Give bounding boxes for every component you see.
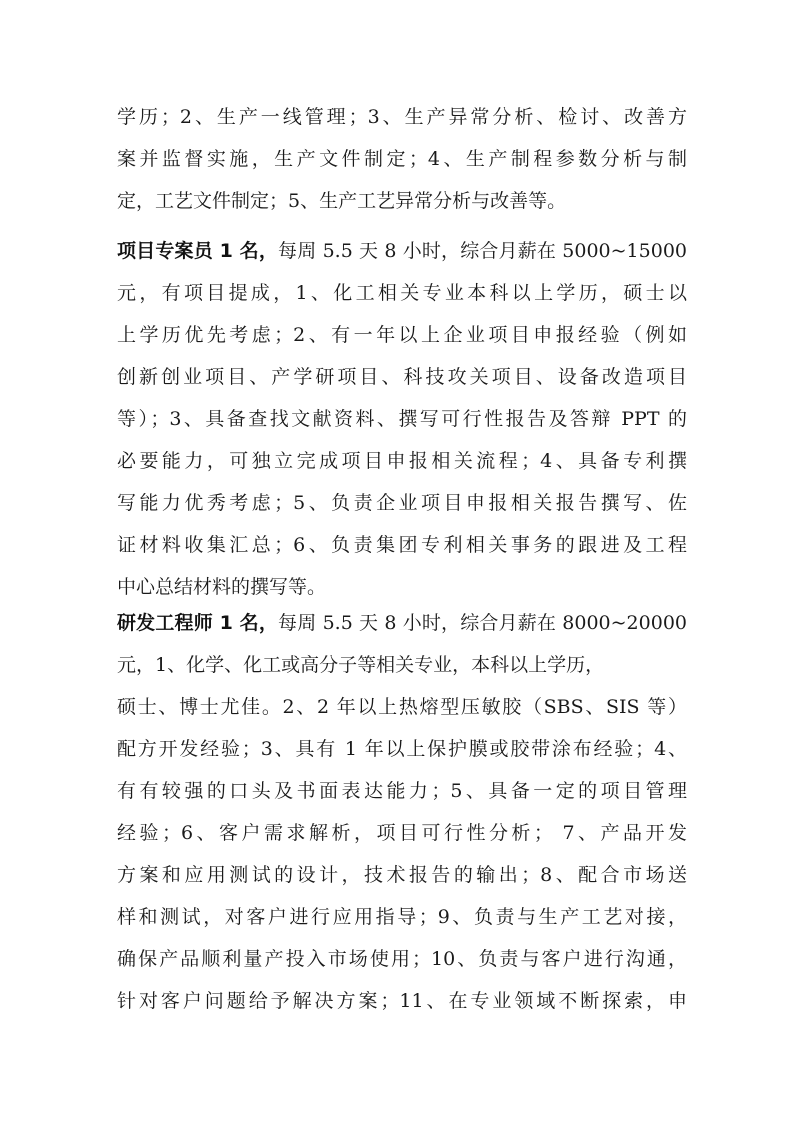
paragraph-line: 样和测试，对客户进行应用指导；9、负责与生产工艺对接，	[117, 906, 687, 928]
paragraph-line: 有有较强的口头及书面表达能力；5、具备一定的项目管理	[117, 780, 687, 802]
job-heading-line	[117, 232, 687, 270]
paragraph-line: 方案和应用测试的设计，技术报告的输出；8、配合市场送	[117, 864, 687, 886]
paragraph-line: 必要能力，可独立完成项目申报相关流程；4、具备专利撰	[117, 450, 687, 472]
job-title-rd-engineer: 研发工程师 1 名，	[117, 612, 279, 634]
job-heading-line	[117, 604, 687, 642]
paragraph-line: 元，有项目提成，1、化工相关专业本科以上学历，硕士以	[117, 282, 687, 304]
paragraph-line: 写能力优秀考虑；5、负责企业项目申报相关报告撰写、佐	[117, 492, 687, 514]
paragraph-line: 学历；2、生产一线管理；3、生产异常分析、检讨、改善方	[117, 106, 687, 128]
paragraph-line: 确保产品顺利量产投入市场使用；10、负责与客户进行沟通，	[117, 948, 687, 970]
paragraph-line: 硕士、博士尤佳。2、2 年以上热熔型压敏胶（SBS、SIS 等）	[117, 696, 687, 718]
job-title-project-specialist: 项目专案员 1 名，	[117, 240, 279, 262]
paragraph-line: 配方开发经验；3、具有 1 年以上保护膜或胶带涂布经验；4、	[117, 738, 687, 760]
job-summary: 每周 5.5 天 8 小时，综合月薪在 5000~15000	[278, 240, 687, 262]
paragraph-line: 上学历优先考虑；2、有一年以上企业项目申报经验（例如	[117, 324, 687, 346]
paragraph-line: 创新创业项目、产学研项目、科技攻关项目、设备改造项目	[117, 366, 687, 388]
paragraph-line: 经验；6、客户需求解析，项目可行性分析； 7、产品开发	[117, 822, 687, 844]
job-summary: 每周 5.5 天 8 小时，综合月薪在 8000~20000	[278, 612, 687, 634]
paragraph-line: 等）；3、具备查找文献资料、撰写可行性报告及答辩 PPT 的	[117, 408, 687, 430]
paragraph-line: 定，工艺文件制定；5、生产工艺异常分析与改善等。	[117, 190, 567, 212]
paragraph-line: 中心总结材料的撰写等。	[117, 576, 327, 598]
paragraph-line: 证材料收集汇总；6、负责集团专利相关事务的跟进及工程	[117, 534, 687, 556]
paragraph-line: 针对客户问题给予解决方案；11、在专业领域不断探索，申	[117, 990, 687, 1012]
paragraph-line: 案并监督实施，生产文件制定；4、生产制程参数分析与制	[117, 148, 687, 170]
paragraph-line: 元，1、化学、化工或高分子等相关专业，本科以上学历，	[117, 654, 605, 676]
